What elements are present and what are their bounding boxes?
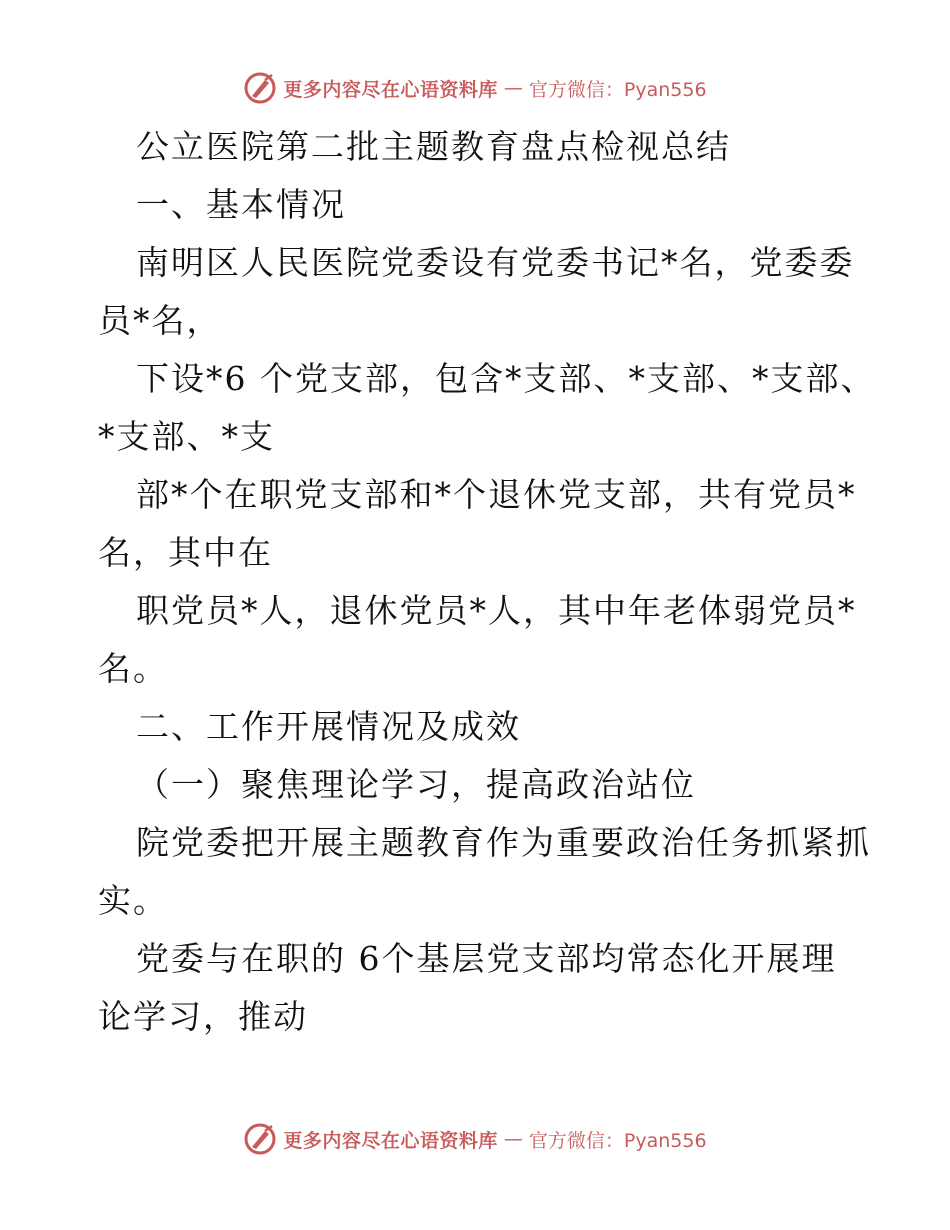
document-body [98, 118, 876, 1046]
watermark-account-text: 官方微信：Pyan556 [528, 1129, 707, 1152]
watermark-dash: — [503, 1128, 523, 1150]
paragraph-line: 下设*6 个党支部，包含*支部、*支部、*支部、 [136, 359, 876, 398]
paragraph-line: 院党委把开展主题教育作为重要政治任务抓紧抓 [136, 823, 871, 862]
quill-circle-icon [243, 71, 277, 105]
watermark-site-text: 更多内容尽在心语资料库 [283, 78, 498, 101]
paragraph-line: 名。 [98, 649, 168, 688]
watermark-dash: — [503, 77, 523, 99]
paragraph-line: 员*名， [98, 301, 222, 340]
paragraph-line: *支部、*支 [98, 417, 275, 456]
quill-circle-icon [243, 1122, 277, 1156]
footer-watermark [0, 1119, 950, 1159]
header-watermark [0, 68, 950, 108]
paragraph-line: 实。 [98, 881, 168, 920]
paragraph-line: 论学习，推动 [98, 997, 308, 1036]
watermark-account-text: 官方微信：Pyan556 [528, 78, 707, 101]
watermark-site-text: 更多内容尽在心语资料库 [283, 1129, 498, 1152]
section-heading-basic: 一、基本情况 [136, 185, 346, 224]
paragraph-line: 党委与在职的 6个基层党支部均常态化开展理 [136, 939, 837, 978]
subsection-heading: （一）聚焦理论学习，提高政治站位 [136, 765, 696, 804]
section-heading-work: 二、工作开展情况及成效 [136, 707, 521, 746]
paragraph-line: 名，其中在 [98, 533, 273, 572]
paragraph-line: 南明区人民医院党委设有党委书记*名，党委委 [136, 243, 855, 282]
document-title: 公立医院第二批主题教育盘点检视总结 [136, 127, 731, 166]
paragraph-line: 部*个在职党支部和*个退休党支部，共有党员* [136, 475, 857, 514]
paragraph-line: 职党员*人，退休党员*人，其中年老体弱党员* [136, 591, 857, 630]
